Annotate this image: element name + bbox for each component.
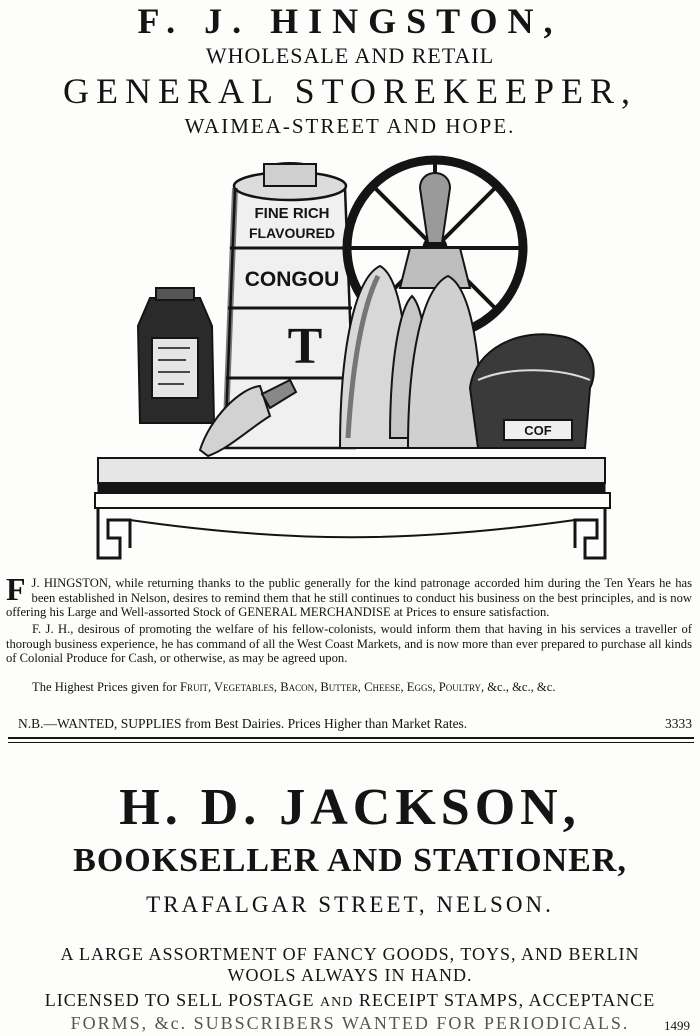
hingston-name: F. J. HINGSTON,	[137, 1, 563, 41]
caddy-letter: T	[287, 318, 323, 375]
produce-list-tail: &c., &c., &c.	[487, 680, 556, 694]
hingston-title: GENERAL STOREKEEPER,	[62, 71, 637, 111]
counter-table-icon	[95, 458, 610, 558]
hingston-subtitle: WHOLESALE AND RETAIL	[205, 43, 495, 68]
produce-list: Fruit, Vegetables, Bacon, Butter, Cheese, Eggs, Poultry,	[179, 680, 485, 694]
jackson-line-1: A LARGE ASSORTMENT OF FANCY GOODS, TOYS, AND BERLIN	[60, 944, 640, 964]
sugar-loaves-icon	[340, 266, 482, 448]
nb-text: N.B.—WANTED, SUPPLIES from Best Dairies. Prices Higher than Market Rates.	[18, 716, 468, 731]
hingston-paragraph-2: F. J. H., desirous of promoting the welfare of his fellow-colonists, would inform them that having in his services a traveller of thorough business experience, he has command of all the West Coast Markets, and is now more than ever prepared to purchase all kinds of Colonial Produce for Cash, or otherwise, as may be agreed upon.	[6, 622, 692, 665]
hingston-address: WAIMEA-STREET AND HOPE.	[184, 114, 516, 138]
jackson-address: TRAFALGAR STREET, NELSON.	[146, 892, 554, 917]
jackson-name: H. D. JACKSON,	[119, 779, 581, 836]
jackson-line-2: WOOLS ALWAYS IN HAND.	[227, 965, 473, 985]
caddy-label-line3: CONGOU	[244, 268, 340, 291]
dropcap: F	[6, 571, 26, 607]
licensed-text: LICENSED TO SELL POSTAGE	[44, 990, 315, 1010]
hingston-ad-number: 3333	[665, 716, 692, 731]
jackson-ad-number: 1499	[664, 1018, 690, 1033]
store-illustration	[90, 148, 615, 568]
separator-rule-thin	[8, 742, 694, 743]
sack-label: COF	[524, 423, 552, 438]
separator-rule-thick	[8, 737, 694, 739]
jackson-line-3	[0, 990, 700, 1011]
licensed-and: AND	[320, 995, 354, 1010]
receipt-stamps-text: RECEIPT STAMPS, ACCEPTANCE	[358, 990, 656, 1010]
caddy-label-line2: FLAVOURED	[248, 225, 336, 241]
hingston-nb-line	[18, 716, 694, 732]
hingston-paragraph-1	[6, 571, 692, 620]
spice-jar-icon	[138, 288, 214, 423]
jackson-title: BOOKSELLER AND STATIONER,	[73, 842, 627, 879]
prices-lead: The Highest Prices given for	[32, 680, 177, 694]
paragraph-1-text: J. HINGSTON, while returning thanks to the public generally for the kind patronage accorded him during the Ten Years he has been established in Nelson, desires to remind them that he still continues to conduct his business on the best principles, and is now offering his Large and Well-assorted Stock of GENERAL MERCHANDISE at Prices to ensure satisfaction.	[6, 576, 692, 619]
hingston-paragraph-3	[6, 680, 692, 695]
jackson-line-4: FORMS, &c. SUBSCRIBERS WANTED FOR PERIODICALS.	[70, 1013, 630, 1033]
coffee-sack-icon	[470, 334, 594, 448]
caddy-label-line1: FINE RICH	[254, 205, 330, 222]
